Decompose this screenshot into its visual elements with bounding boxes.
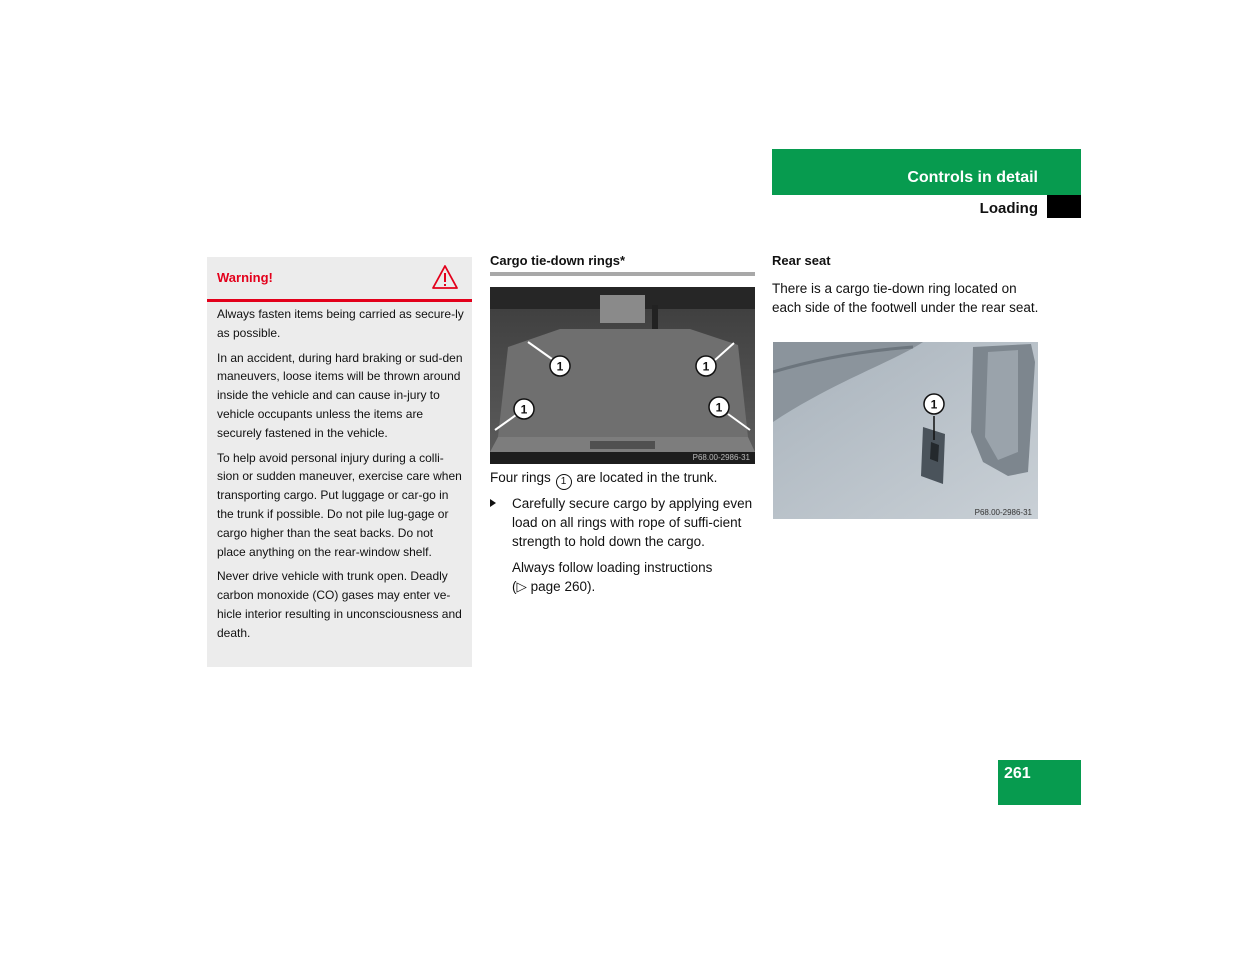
rear-footwell-photo [773,342,1038,519]
reference-text: Always follow loading instructions [512,560,713,575]
callout-label: 1 [702,359,710,374]
instruction-text: Carefully secure cargo by applying even load on all rings with rope of suffi-cient strength to hold down the cargo. [512,496,753,549]
warning-triangle-icon [431,264,459,290]
rear-seat-heading: Rear seat [772,253,831,268]
image-code: P68.00-2986-31 [692,453,750,462]
image-code: P68.00-2986-31 [974,508,1032,517]
header-marker [1047,195,1081,218]
callout-marker [924,394,944,414]
callout-label: 1 [715,400,723,415]
callout-marker [514,399,534,419]
callout-marker [709,397,729,417]
trunk-photo [490,287,755,464]
cargo-intro-start: Four rings [490,470,551,485]
callout-marker [696,356,716,376]
warning-paragraph: In an accident, during hard braking or sud-den maneuvers, loose items will be thrown around inside the vehicle and can cause in-jury to vehicle occupants unless the items are securely fastened in the vehicle. [217,350,463,440]
callout-marker [550,356,570,376]
cargo-intro [490,468,760,490]
heading-rule [490,272,755,276]
cargo-intro-end: are located in the trunk. [576,470,718,485]
callout-inline: 1 [556,474,572,490]
warning-paragraph: Never drive vehicle with trunk open. Deadly carbon monoxide (CO) gases may enter ve-hicle interior resulting in unconsciousness and death. [217,569,462,640]
bullet-arrow-icon [490,499,496,507]
page-reference-link[interactable]: page 260). [530,579,596,594]
warning-text [217,305,465,649]
rear-seat-text: There is a cargo tie-down ring located on each side of the footwell under the rear seat. [772,281,1039,315]
instruction-item [490,494,760,551]
callout-label: 1 [556,359,564,374]
subsection-title: Loading [979,200,1038,217]
section-title: Controls in detail [907,169,1038,186]
loading-reference: Always follow loading instructions (▷ page 260). [512,560,713,594]
page-number: 261 [1004,765,1031,782]
callout-label: 1 [520,402,528,417]
warning-title: Warning! [217,270,273,285]
warning-paragraph: Always fasten items being carried as secure-ly as possible. [217,307,464,340]
cargo-heading: Cargo tie-down rings* [490,253,626,268]
warning-paragraph: To help avoid personal injury during a colli-sion or sudden maneuver, exercise care when transporting cargo. Put luggage or car-go in the trunk if possible. Do not pile lug-gage or cargo higher than the seat backs. Do not place anything on the rear-window shelf. [217,450,462,559]
callout-label: 1 [930,397,938,412]
page-reference-icon: ▷ [516,579,527,594]
